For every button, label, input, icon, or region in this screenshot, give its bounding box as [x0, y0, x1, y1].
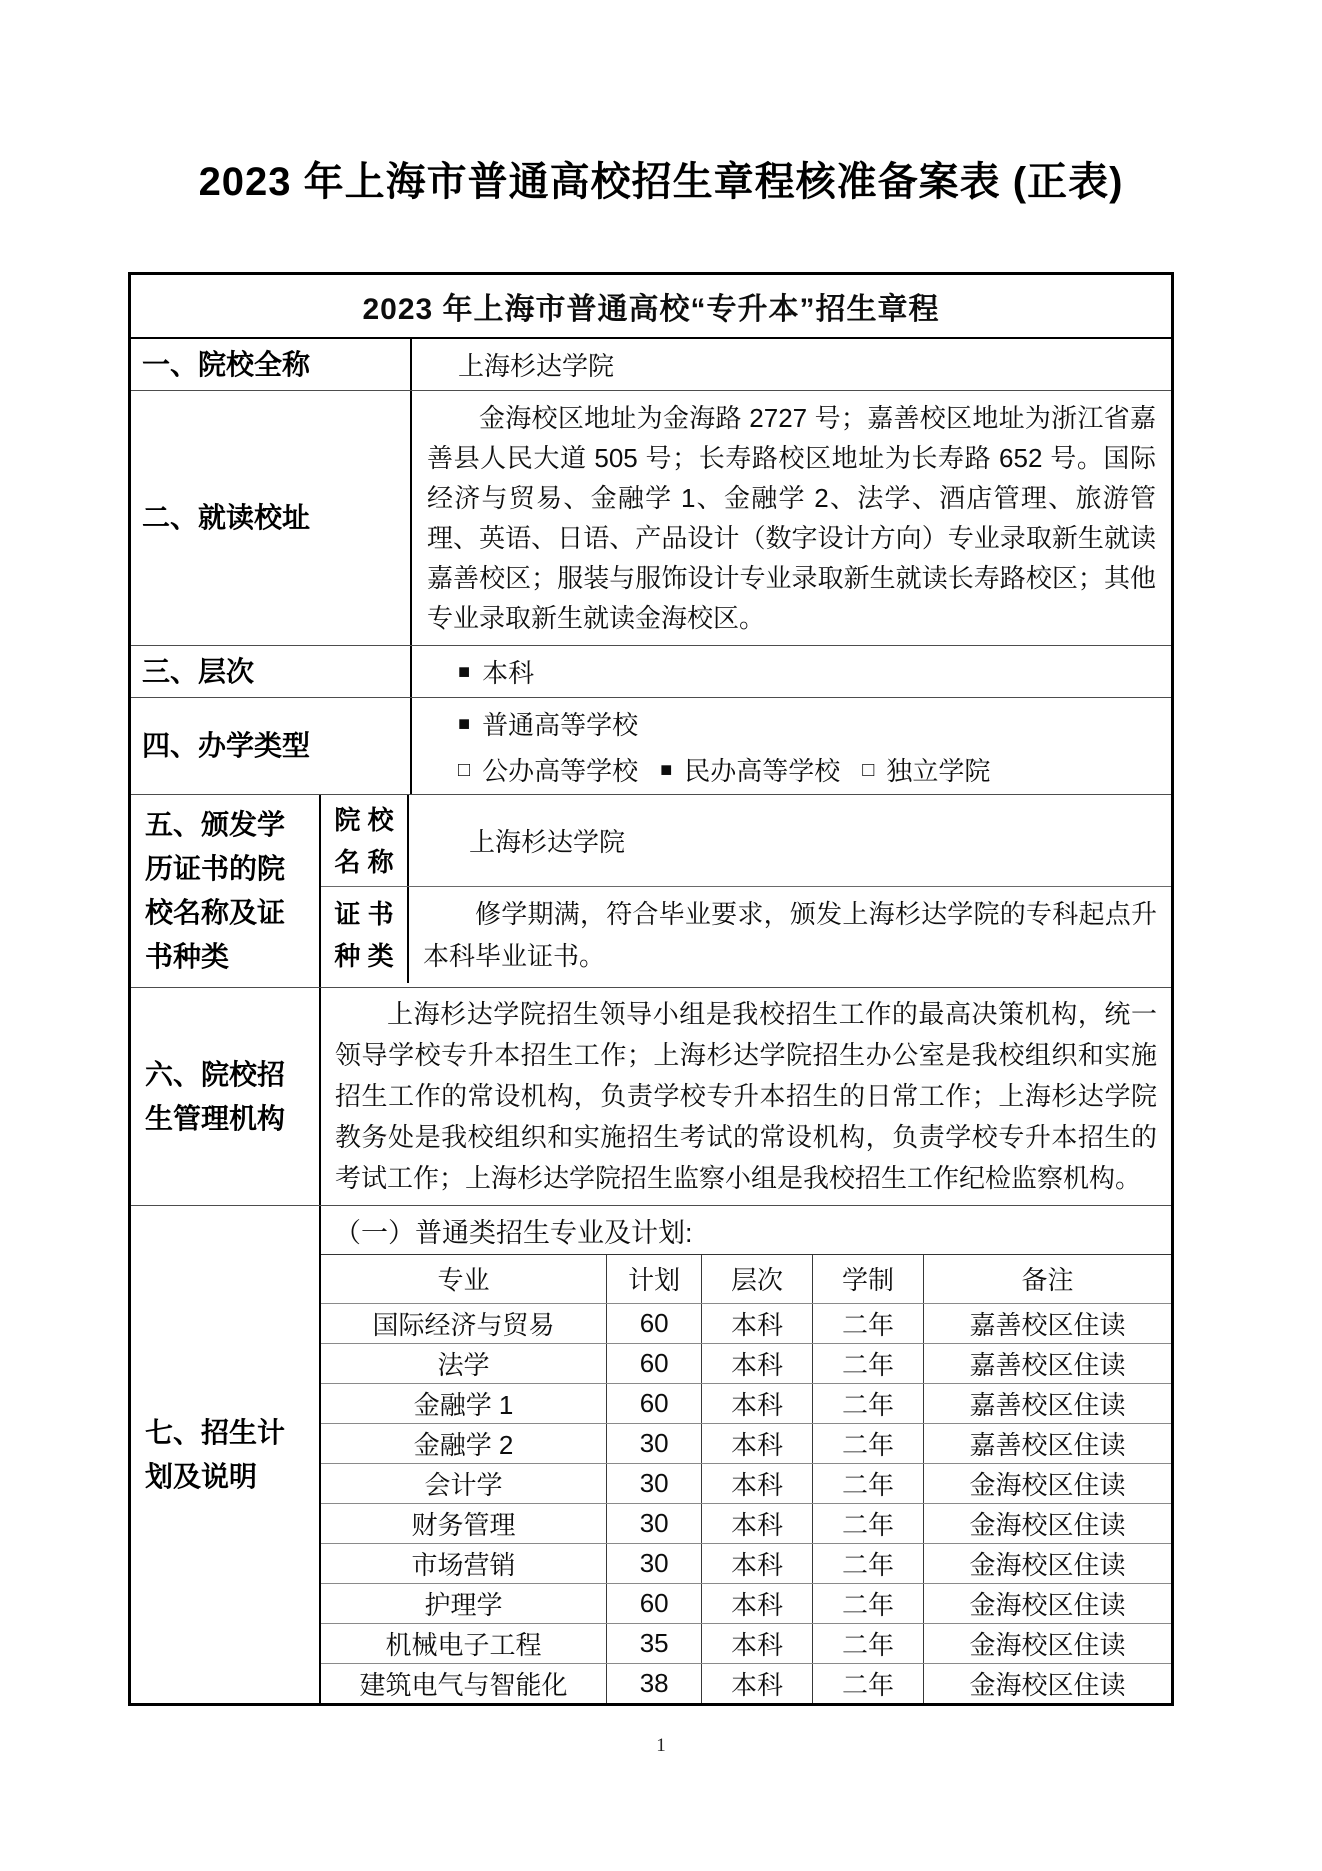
plan-cell-duration: 二年 — [812, 1503, 923, 1543]
plan-cell-level: 本科 — [702, 1303, 813, 1343]
campus-address-paragraph: 金海校区地址为金海路 2727 号；嘉善校区地址为浙江省嘉善县人民大道 505 号；长寿路校区地址为长寿路 652 号。国际经济与贸易、金融学 1、金融学 2、法学、酒店管理、旅游管理、英语、日语、产品设计（数字设计方向）专业录取新生就读嘉善校区；服装与服饰设计专业录取新生就读长寿路校区；其他专业录取新生就读金海校区。 — [427, 403, 1156, 633]
plan-row — [321, 1663, 1171, 1703]
plan-cell-level: 本科 — [702, 1463, 813, 1503]
plan-cell-major: 财务管理 — [321, 1503, 607, 1543]
label-level: 三、层次 — [131, 646, 412, 697]
row-school-name — [131, 339, 1171, 391]
plan-cell-duration: 二年 — [812, 1383, 923, 1423]
level-text: 本科 — [482, 658, 535, 688]
plan-cell-quota: 60 — [607, 1383, 702, 1423]
label-school-name: 一、院校全称 — [131, 339, 412, 390]
plan-cell-note: 嘉善校区住读 — [924, 1343, 1171, 1383]
plan-cell-quota: 60 — [607, 1303, 702, 1343]
plan-cell-level: 本科 — [702, 1383, 813, 1423]
plan-cell-note: 嘉善校区住读 — [924, 1423, 1171, 1463]
plan-cell-quota: 30 — [607, 1463, 702, 1503]
value-level — [412, 646, 1171, 697]
plan-row — [321, 1383, 1171, 1423]
certificate-type-paragraph: 修学期满，符合毕业要求，颁发上海杉达学院的专科起点升本科毕业证书。 — [423, 899, 1157, 971]
plan-cell-major: 市场营销 — [321, 1543, 607, 1583]
plan-cell-duration: 二年 — [812, 1663, 923, 1703]
option-private-college-text: 民办高等学校 — [684, 755, 841, 786]
plan-cell-note: 金海校区住读 — [924, 1503, 1171, 1543]
label-certificate: 五、颁发学历证书的院校名称及证书种类 — [131, 795, 321, 987]
label-campus-address: 二、就读校址 — [131, 391, 412, 645]
table-title: 2023 年上海市普通高校“专升本”招生章程 — [131, 275, 1171, 339]
plan-cell-major: 会计学 — [321, 1463, 607, 1503]
plan-row — [321, 1583, 1171, 1623]
checkbox-checked-icon: ■ — [458, 661, 471, 683]
value-certificate-type — [409, 887, 1171, 983]
plan-cell-major: 建筑电气与智能化 — [321, 1663, 607, 1703]
plan-section-title: （一）普通类招生专业及计划: — [321, 1206, 1171, 1255]
plan-row — [321, 1303, 1171, 1343]
plan-cell-quota: 38 — [607, 1663, 702, 1703]
plan-cell-major: 护理学 — [321, 1583, 607, 1623]
row-level — [131, 646, 1171, 698]
plan-cell-note: 金海校区住读 — [924, 1543, 1171, 1583]
plan-cell-quota: 30 — [607, 1423, 702, 1463]
plan-col-quota: 计划 — [607, 1255, 702, 1303]
plan-cell-duration: 二年 — [812, 1623, 923, 1663]
label-enrollment-plan: 七、招生计划及说明 — [131, 1206, 321, 1703]
value-school-type — [412, 698, 1171, 794]
plan-cell-duration: 二年 — [812, 1343, 923, 1383]
plan-row — [321, 1463, 1171, 1503]
plan-cell-quota: 30 — [607, 1543, 702, 1583]
plan-table — [321, 1255, 1171, 1703]
plan-col-major: 专业 — [321, 1255, 607, 1303]
sublabel-certificate-type: 证 书 种 类 — [321, 887, 409, 983]
plan-header-row — [321, 1255, 1171, 1303]
option-public-college-text: 公办高等学校 — [482, 755, 639, 786]
option-independent-college-text: 独立学院 — [886, 755, 991, 786]
sublabel-school-name: 院 校 名 称 — [321, 795, 409, 886]
plan-cell-duration: 二年 — [812, 1303, 923, 1343]
plan-cell-quota: 35 — [607, 1623, 702, 1663]
plan-cell-duration: 二年 — [812, 1543, 923, 1583]
label-school-type: 四、办学类型 — [131, 698, 412, 794]
row-campus-address — [131, 391, 1171, 646]
plan-cell-level: 本科 — [702, 1543, 813, 1583]
plan-row — [321, 1423, 1171, 1463]
value-campus-address — [412, 391, 1171, 645]
certificate-subrow-school — [321, 795, 1171, 887]
plan-col-duration: 学制 — [812, 1255, 923, 1303]
checkbox-unchecked-icon: □ — [458, 758, 471, 781]
plan-cell-duration: 二年 — [812, 1423, 923, 1463]
plan-cell-note: 嘉善校区住读 — [924, 1383, 1171, 1423]
plan-cell-quota: 60 — [607, 1583, 702, 1623]
plan-row — [321, 1623, 1171, 1663]
row-school-type — [131, 698, 1171, 795]
document-title: 2023 年上海市普通高校招生章程核准备案表 (正表) — [198, 160, 1124, 204]
school-type-line-2 — [458, 751, 1171, 788]
plan-cell-major: 法学 — [321, 1343, 607, 1383]
page-number: 1 — [656, 1735, 666, 1756]
value-admin-org — [321, 988, 1171, 1205]
plan-cell-level: 本科 — [702, 1623, 813, 1663]
school-type-line-1 — [458, 705, 1171, 742]
plan-cell-duration: 二年 — [812, 1583, 923, 1623]
row-certificate — [131, 795, 1171, 988]
option-private-college — [660, 751, 840, 788]
plan-col-level: 层次 — [702, 1255, 813, 1303]
plan-cell-level: 本科 — [702, 1423, 813, 1463]
admin-org-paragraph: 上海杉达学院招生领导小组是我校招生工作的最高决策机构，统一领导学校专升本招生工作；上海杉达学院招生办公室是我校组织和实施招生工作的常设机构，负责学校专升本招生的日常工作；上海杉达学院教务处是我校组织和实施招生考试的常设机构，负责学校专升本招生的考试工作；上海杉达学院招生监察小组是我校招生工作纪检监察机构。 — [335, 999, 1157, 1193]
admission-record-table — [128, 272, 1174, 1706]
option-independent-college — [862, 751, 990, 788]
plan-cell-major: 机械电子工程 — [321, 1623, 607, 1663]
option-regular-college: 普通高等学校 — [482, 709, 639, 740]
plan-row — [321, 1503, 1171, 1543]
plan-row — [321, 1543, 1171, 1583]
plan-cell-note: 金海校区住读 — [924, 1623, 1171, 1663]
option-public-college — [458, 751, 638, 788]
plan-cell-quota: 30 — [607, 1503, 702, 1543]
plan-cell-level: 本科 — [702, 1503, 813, 1543]
plan-cell-major: 金融学 2 — [321, 1423, 607, 1463]
label-admin-org: 六、院校招生管理机构 — [131, 988, 321, 1205]
plan-cell-quota: 60 — [607, 1343, 702, 1383]
value-certificate-school: 上海杉达学院 — [469, 827, 626, 857]
plan-cell-duration: 二年 — [812, 1463, 923, 1503]
checkbox-checked-icon: ■ — [660, 758, 673, 781]
row-admin-org — [131, 988, 1171, 1206]
row-enrollment-plan — [131, 1206, 1171, 1703]
value-school-name: 上海杉达学院 — [458, 351, 615, 381]
certificate-subtable — [321, 795, 1171, 987]
plan-cell-note: 嘉善校区住读 — [924, 1303, 1171, 1343]
checkbox-checked-icon: ■ — [458, 712, 471, 735]
plan-cell-level: 本科 — [702, 1583, 813, 1623]
plan-row — [321, 1343, 1171, 1383]
plan-cell-note: 金海校区住读 — [924, 1463, 1171, 1503]
plan-col-note: 备注 — [924, 1255, 1171, 1303]
plan-cell-note: 金海校区住读 — [924, 1663, 1171, 1703]
plan-cell-level: 本科 — [702, 1663, 813, 1703]
plan-cell-major: 国际经济与贸易 — [321, 1303, 607, 1343]
certificate-subrow-type — [321, 887, 1171, 983]
enrollment-plan-content — [321, 1206, 1171, 1703]
plan-cell-note: 金海校区住读 — [924, 1583, 1171, 1623]
checkbox-unchecked-icon: □ — [862, 758, 875, 781]
plan-cell-major: 金融学 1 — [321, 1383, 607, 1423]
plan-cell-level: 本科 — [702, 1343, 813, 1383]
